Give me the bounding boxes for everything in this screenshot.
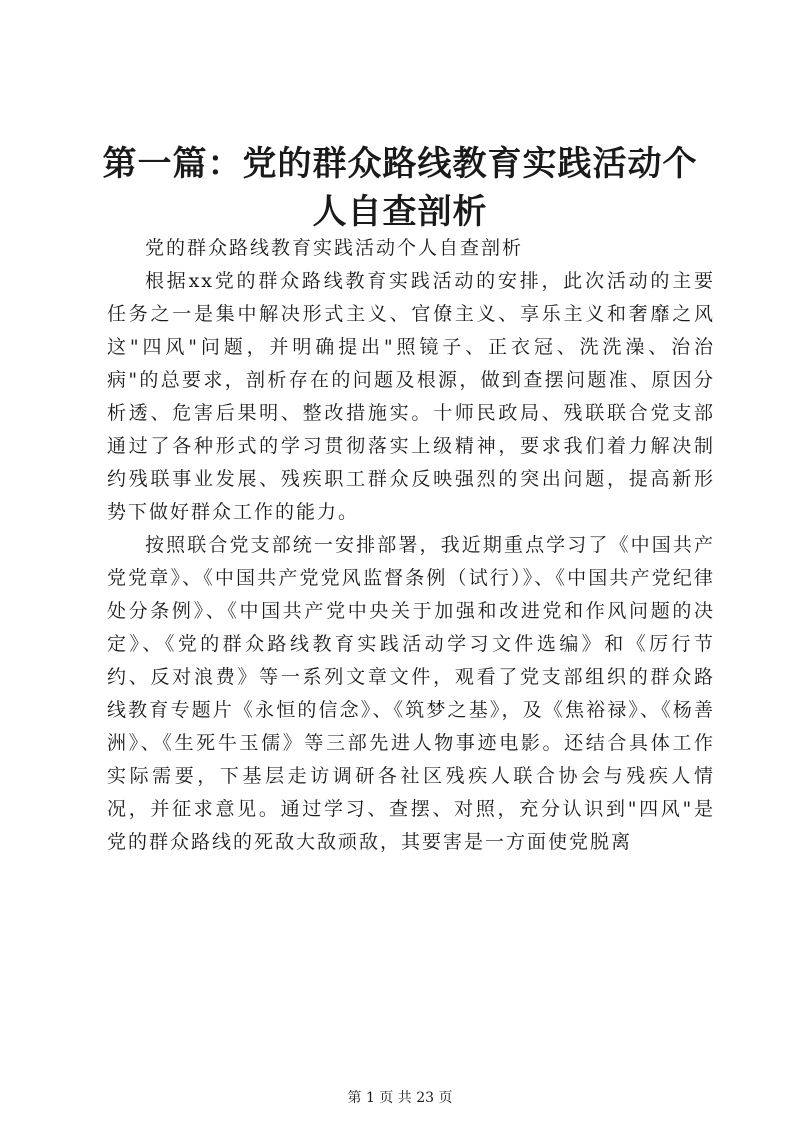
subtitle-paragraph: 党的群众路线教育实践活动个人自查剖析 bbox=[145, 237, 524, 259]
body-paragraph-1: 根据xx党的群众路线教育实践活动的安排，此次活动的主要任务之一是集中解决形式主义、官僚主义、享乐主义和奢靡之风这"四风"问题，并明确提出"照镜子、正衣冠、洗洗澡、治治病"的总要求，剖析存在的问题及根源，做到查摆问题准、原因分析透、危害后果明、整改措施实。十师民政局、残联联合党支部通过了各种形式的学习贯彻落实上级精神，要求我们着力解决制约残联事业发展、残疾职工群众反映强烈的突出问题，提高新形势下做好群众工作的能力。 bbox=[107, 270, 715, 523]
document-body bbox=[107, 232, 715, 859]
body-paragraph-2: 按照联合党支部统一安排部署，我近期重点学习了《中国共产党党章》、《中国共产党党风监督条例（试行）》、《中国共产党纪律处分条例》、《中国共产党中央关于加强和改进党和作风问题的决定》、《党的群众路线教育实践活动学习文件选编》和《厉行节约、反对浪费》等一系列文章文件，观看了党支部组织的群众路线教育专题片《永恒的信念》、《筑梦之基》，及《焦裕禄》、《杨善洲》、《生死牛玉儒》等三部先进人物事迹电影。还结合具体工作实际需要，下基层走访调研各社区残疾人联合协会与残疾人情况，并征求意见。通过学习、查摆、对照，充分认识到"四风"是党的群众路线的死敌大敌顽敌，其要害是一方面使党脱离 bbox=[107, 534, 715, 853]
document-title: 第一篇：党的群众路线教育实践活动个人自查剖析 bbox=[102, 144, 698, 232]
page-footer: 第 1 页 共 23 页 bbox=[347, 1090, 453, 1106]
